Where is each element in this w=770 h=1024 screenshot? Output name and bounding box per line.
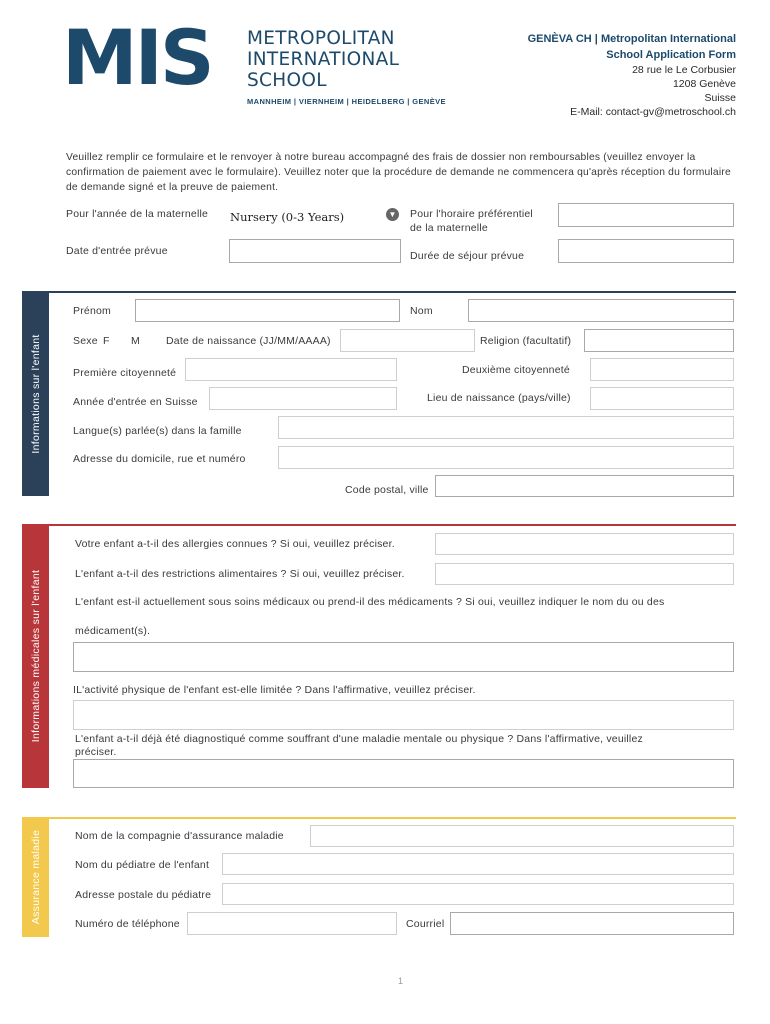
stay-duration-input[interactable] xyxy=(558,239,734,263)
home-address-input[interactable] xyxy=(278,446,734,469)
logo-name-line: SCHOOL xyxy=(247,70,327,91)
home-address-label: Adresse du domicile, rue et numéro xyxy=(73,453,246,465)
phone-label: Numéro de téléphone xyxy=(75,918,180,930)
first-citizenship-input[interactable] xyxy=(185,358,397,381)
intro-paragraph: Veuillez remplir ce formulaire et le renvoyer à notre bureau accompagné des frais de dossier non remboursables (veuillez envoyer la confirmation de paiement avec le formulaire). Veuillez noter que la procédure de demande ne commencera qu'après réception du formulaire de demande signé et la preuve de paiement. xyxy=(66,152,731,193)
diagnosis-label-cont: préciser. xyxy=(75,746,117,758)
swiss-entry-year-input[interactable] xyxy=(209,387,397,410)
medication-label-cont: médicament(s). xyxy=(75,625,151,637)
email-input[interactable] xyxy=(450,912,734,935)
insurance-section-tab xyxy=(22,817,49,937)
first-name-input[interactable] xyxy=(135,299,400,322)
section-divider xyxy=(48,817,736,819)
logo-mark: MIS xyxy=(62,13,212,102)
schedule-input[interactable] xyxy=(558,203,734,227)
languages-label: Langue(s) parlée(s) dans la famille xyxy=(73,425,242,437)
contact-email: E-Mail: contact-gv@metroschool.ch xyxy=(570,106,736,118)
postal-city-label: Code postal, ville xyxy=(345,484,429,496)
child-info-section-title: Informations sur l'enfant xyxy=(29,333,42,454)
second-citizenship-label: Deuxième citoyenneté xyxy=(462,364,570,376)
pediatrician-label: Nom du pédiatre de l'enfant xyxy=(75,859,210,871)
pediatrician-input[interactable] xyxy=(222,853,734,875)
section-divider xyxy=(48,524,736,526)
diagnosis-input[interactable] xyxy=(73,759,734,788)
postal-city-input[interactable] xyxy=(435,475,734,497)
chevron-down-icon[interactable]: ▼ xyxy=(386,208,399,221)
page-number: 1 xyxy=(398,976,404,986)
birth-date-label: Date de naissance (JJ/MM/AAAA) xyxy=(166,335,331,347)
medical-section-title: Informations médicales sur l'enfant xyxy=(29,569,42,743)
email-label: Courriel xyxy=(406,918,445,930)
schedule-label: de la maternelle xyxy=(410,222,488,234)
phone-input[interactable] xyxy=(187,912,397,935)
logo-school-name xyxy=(247,28,399,91)
first-citizenship-label: Première citoyenneté xyxy=(73,367,177,379)
physical-activity-label: IL'activité physique de l'enfant est-elle limitée ? Dans l'affirmative, veuillez préciser. xyxy=(73,684,476,696)
schedule-label: Pour l'horaire préférentiel xyxy=(410,208,533,220)
logo-name-line: METROPOLITAN xyxy=(247,28,395,49)
year-label: Pour l'année de la maternelle xyxy=(66,208,209,220)
medical-section-tab xyxy=(22,524,49,788)
entry-date-input[interactable] xyxy=(229,239,401,263)
diet-input[interactable] xyxy=(435,563,734,585)
diet-label: L'enfant a-t-il des restrictions alimentaires ? Si oui, veuillez préciser. xyxy=(75,568,405,580)
section-divider xyxy=(48,291,736,293)
form-title-line2: School Application Form xyxy=(606,49,736,61)
insurance-company-label: Nom de la compagnie d'assurance maladie xyxy=(75,830,284,842)
swiss-entry-year-label: Année d'entrée en Suisse xyxy=(73,396,198,408)
stay-duration-label: Durée de séjour prévue xyxy=(410,250,525,262)
allergies-input[interactable] xyxy=(435,533,734,555)
last-name-label: Nom xyxy=(410,305,433,317)
religion-label: Religion (facultatif) xyxy=(480,335,572,347)
medication-label: L'enfant est-il actuellement sous soins médicaux ou prend-il des médicaments ? Si oui, veuillez indiquer le nom du ou des xyxy=(75,596,665,608)
sex-label: Sexe xyxy=(73,335,98,347)
second-citizenship-input[interactable] xyxy=(590,358,734,381)
sex-option-m[interactable]: M xyxy=(131,335,140,347)
address-line: Suisse xyxy=(704,92,736,104)
physical-activity-input[interactable] xyxy=(73,700,734,730)
last-name-input[interactable] xyxy=(468,299,734,322)
languages-input[interactable] xyxy=(278,416,734,439)
address-line: 28 rue le Le Corbusier xyxy=(632,64,736,76)
year-select[interactable]: Nursery (0-3 Years) xyxy=(230,210,345,224)
address-line: 1208 Genève xyxy=(672,78,736,90)
birth-place-label: Lieu de naissance (pays/ville) xyxy=(427,392,571,404)
birth-place-input[interactable] xyxy=(590,387,734,410)
sex-option-f[interactable]: F xyxy=(103,335,110,347)
form-title-line1: GENÈVA CH | Metropolitan International xyxy=(527,33,736,45)
allergies-label: Votre enfant a-t-il des allergies connues ? Si oui, veuillez préciser. xyxy=(75,538,395,550)
child-info-section-tab xyxy=(22,291,49,496)
logo-name-line: INTERNATIONAL xyxy=(247,49,400,70)
medication-input[interactable] xyxy=(73,642,734,672)
pediatrician-address-input[interactable] xyxy=(222,883,734,905)
entry-date-label: Date d'entrée prévue xyxy=(66,245,168,257)
logo-cities: MANNHEIM | VIERNHEIM | HEIDELBERG | GENÈVE xyxy=(247,97,446,106)
pediatrician-address-label: Adresse postale du pédiatre xyxy=(75,889,212,901)
first-name-label: Prénom xyxy=(73,305,111,317)
insurance-company-input[interactable] xyxy=(310,825,734,847)
religion-input[interactable] xyxy=(584,329,734,352)
diagnosis-label: L'enfant a-t-il déjà été diagnostiqué comme souffrant d'une maladie mentale ou physique ? Dans l'affirmative, veuillez xyxy=(75,733,643,745)
birth-date-input[interactable] xyxy=(340,329,475,352)
insurance-section-title: Assurance maladie xyxy=(29,829,42,925)
